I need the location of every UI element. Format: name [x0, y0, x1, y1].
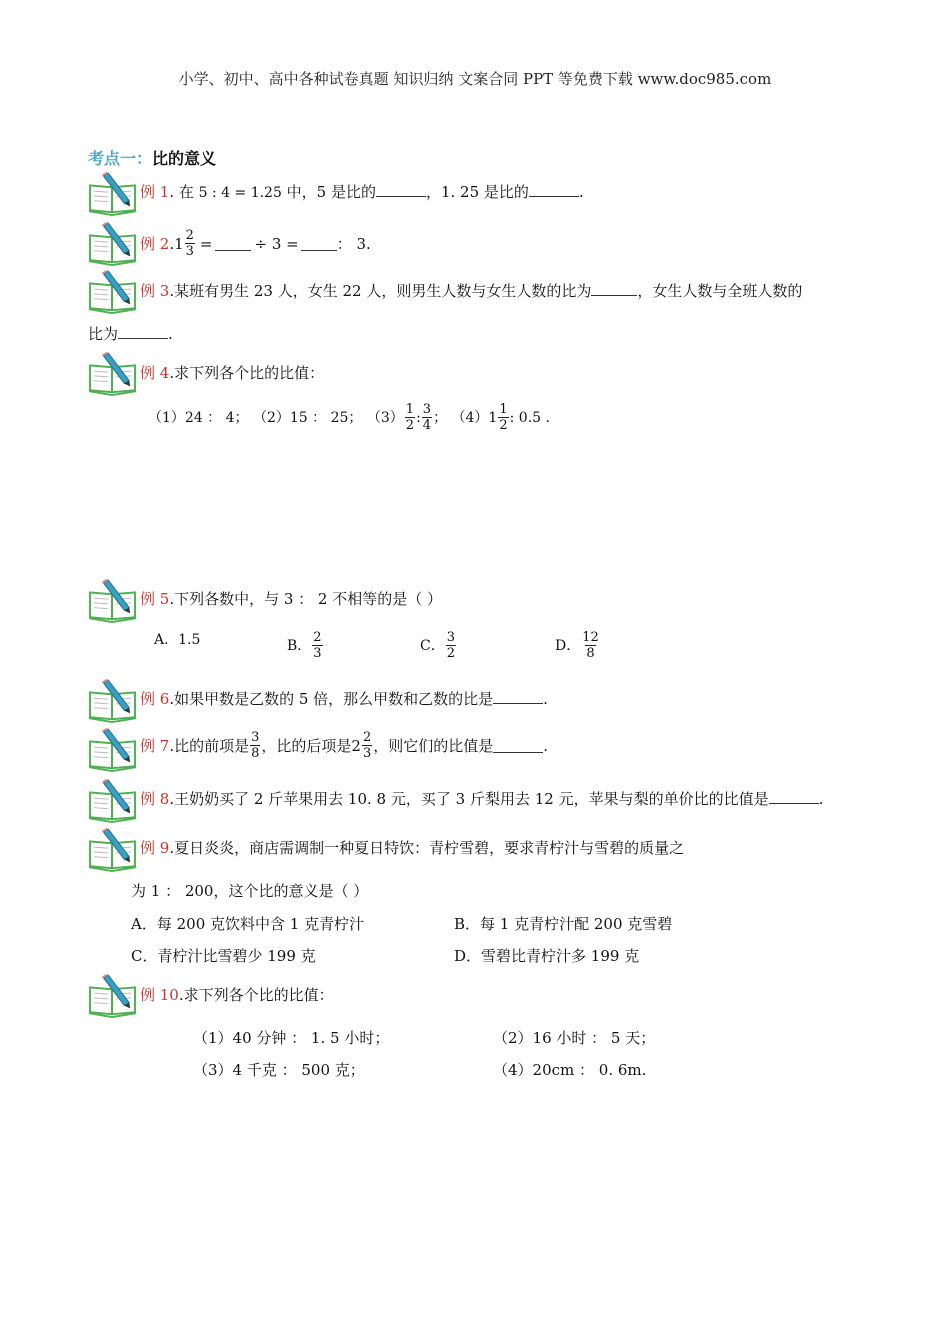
ex10-item-3: （3）4 千克 ： 500 克；: [193, 1061, 365, 1079]
option-a-label: A．1.5: [154, 632, 201, 648]
example-4: [140, 363, 324, 383]
example-7: [140, 730, 548, 761]
fraction-denominator: 2: [446, 646, 455, 661]
option-b[interactable]: [287, 630, 324, 661]
ex2-text-a: =: [199, 234, 213, 253]
ex2-text-c: ： 3.: [336, 234, 371, 253]
fraction-numerator: 2: [185, 228, 194, 243]
ex9-text: .夏日炎炎，商店需调制一种夏日特饮：青柠雪碧，要求青柠汁与雪碧的质量之: [169, 839, 685, 857]
fraction-numerator: 2: [313, 630, 322, 645]
example-label: 例 9: [140, 839, 170, 857]
example-label: 例 3: [140, 282, 170, 300]
fraction-denominator: 4: [422, 418, 432, 433]
ex8-end: .: [818, 790, 824, 808]
answer-blank[interactable]: [529, 182, 579, 197]
example-label: 例 1: [140, 183, 170, 201]
option-d[interactable]: D．雪碧比青柠汁多 199 克: [454, 947, 640, 965]
ex6-text: .如果甲数是乙数的 5 倍，那么甲数和乙数的比是: [169, 690, 494, 708]
example-1: [140, 182, 584, 203]
option-a[interactable]: A．每 200 克饮料中含 1 克青柠汁: [131, 915, 365, 933]
book-pencil-icon: [86, 222, 140, 266]
fraction-denominator: 3: [185, 244, 194, 259]
ex2-text-b: ÷ 3 =: [254, 234, 299, 253]
example-6: [140, 689, 548, 709]
fraction-denominator: 2: [499, 418, 508, 433]
ex1-ratio: 5 : 4 = 1.25: [198, 185, 282, 201]
option-a[interactable]: [154, 630, 200, 650]
example-label: 例 5: [140, 590, 170, 608]
option-d-label: D．: [555, 637, 581, 654]
fraction-numerator: 3: [422, 402, 432, 417]
example-label: 例 2: [140, 234, 170, 253]
ex8-text: .王奶奶买了 2 斤苹果用去 10. 8 元，买了 3 斤梨用去 12 元，苹果与梨的单价比的比值是: [169, 790, 769, 808]
ex1-text-a: . 在: [169, 183, 194, 201]
ex1-text-c: ，1. 25 是比的: [425, 183, 529, 201]
answer-blank[interactable]: [118, 324, 168, 339]
ratio-colon: :: [416, 409, 421, 426]
ex4-part-1: （1）24 ： 4； （2）15 ： 25； （3）: [148, 409, 404, 426]
example-2: 例 2 . 1 $\frac{2}{3}$ = ÷ 3 = ： 3.: [140, 228, 371, 259]
option-b-label: B．: [287, 637, 312, 654]
example-label: 例 8: [140, 790, 170, 808]
fraction-numerator: 12: [582, 630, 599, 645]
fraction-whole: 1: [174, 234, 184, 253]
ex7-text-c: ，则它们的比值是: [373, 736, 494, 755]
ex10-item-2: （2）16 小时 ： 5 天；: [493, 1029, 656, 1047]
page-header: 小学、初中、高中各种试卷真题 知识归纳 文案合同 PPT 等免费下载 www.doc985.com: [178, 70, 772, 88]
example-label: 例 7: [140, 736, 170, 755]
ex7-end: .: [543, 736, 549, 755]
fraction-numerator: 3: [446, 630, 455, 645]
ex4-part-3: : 0.5 .: [509, 409, 550, 426]
fraction-denominator: 2: [405, 418, 415, 433]
example-9-line-2: 为 1 ： 200，这个比的意义是（ ）: [131, 882, 369, 900]
fraction-numerator: 2: [362, 730, 372, 745]
ex4-text: .求下列各个比的比值：: [169, 364, 325, 382]
mixed-fraction: [174, 228, 196, 259]
example-3-line-2: [88, 324, 173, 344]
example-4-items: [148, 402, 550, 433]
ex7-text-b: ，比的后项是: [261, 736, 352, 755]
ex3-end: .: [168, 325, 173, 343]
book-pencil-icon: [86, 728, 140, 772]
ex10-item-1: （1）40 分钟 ： 1. 5 小时；: [193, 1029, 390, 1047]
ex6-end: .: [543, 690, 548, 708]
fraction-numerator: 1: [499, 402, 508, 417]
ex5-text: .下列各数中，与 3 ： 2 不相等的是（ ）: [169, 590, 443, 608]
fraction-denominator: 8: [586, 646, 595, 661]
section-heading: 比的意义: [152, 149, 217, 168]
ex1-text-b: 中，5 是比的: [286, 183, 376, 201]
ex1-text-d: .: [578, 183, 584, 201]
example-label: 例 6: [140, 690, 170, 708]
ex3-text-b: ，女生人数与全班人数的: [637, 282, 803, 300]
example-5: [140, 589, 442, 609]
answer-blank[interactable]: [215, 236, 251, 251]
book-pencil-icon: [86, 579, 140, 623]
ex10-text: .求下列各个比的比值：: [178, 986, 334, 1004]
example-8: [140, 789, 823, 809]
option-b[interactable]: B．每 1 克青柠汁配 200 克雪碧: [454, 915, 673, 933]
fraction-numerator: 3: [251, 730, 260, 745]
fraction-denominator: 3: [362, 746, 372, 761]
book-pencil-icon: [86, 828, 140, 872]
example-label: 例 10: [140, 986, 179, 1004]
ex7-text-a: .比的前项是: [169, 736, 250, 755]
ex3-line2: 比为: [88, 325, 119, 343]
book-pencil-icon: [86, 352, 140, 396]
answer-blank[interactable]: [769, 789, 819, 804]
option-c[interactable]: C．青柠汁比雪碧少 199 克: [131, 947, 316, 965]
ex10-item-4: （4）20cm ： 0. 6m.: [493, 1061, 647, 1079]
book-pencil-icon: [86, 172, 140, 216]
book-pencil-icon: [86, 270, 140, 314]
book-pencil-icon: [86, 679, 140, 723]
book-pencil-icon: [86, 779, 140, 823]
example-10: [140, 985, 334, 1005]
answer-blank[interactable]: [493, 738, 543, 753]
fraction-whole: 1: [488, 409, 498, 426]
book-pencil-icon: [86, 974, 140, 1018]
example-label: 例 4: [140, 364, 170, 382]
answer-blank[interactable]: [301, 236, 337, 251]
fraction-whole: 2: [351, 736, 361, 755]
option-d[interactable]: [555, 630, 601, 661]
fraction-denominator: 8: [251, 746, 260, 761]
section-label: 考点一：: [88, 149, 153, 168]
fraction-numerator: 1: [405, 402, 415, 417]
answer-blank[interactable]: [591, 281, 637, 296]
ex3-text-a: .某班有男生 23 人，女生 22 人，则男生人数与女生人数的比为: [169, 282, 592, 300]
ex4-part-2: ； （4）: [433, 409, 489, 426]
fraction-denominator: 3: [313, 646, 322, 661]
option-c-label: C．: [420, 637, 445, 654]
example-9: [140, 838, 684, 858]
option-c[interactable]: [420, 630, 457, 661]
example-3: [140, 281, 802, 301]
answer-blank[interactable]: [376, 182, 426, 197]
section-title: [88, 146, 216, 169]
answer-blank[interactable]: [493, 689, 543, 704]
